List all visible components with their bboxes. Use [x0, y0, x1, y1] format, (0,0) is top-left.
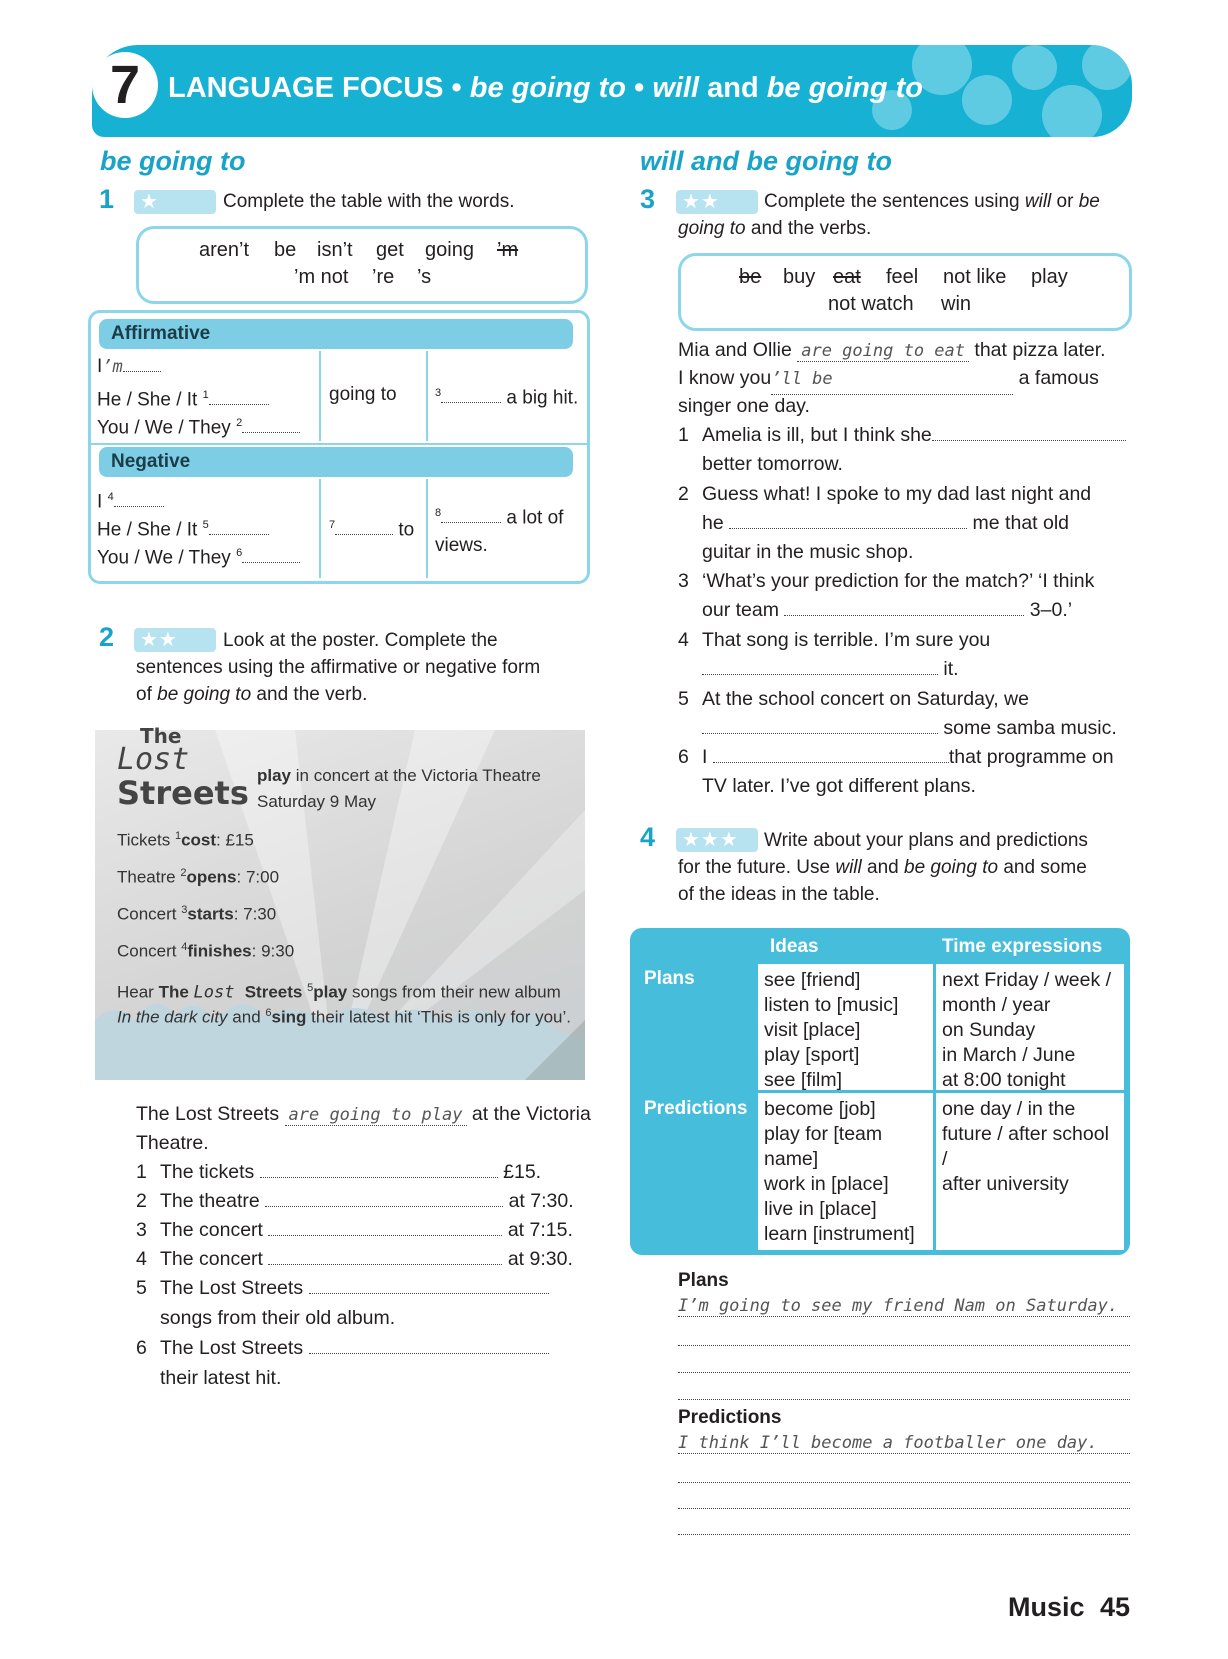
pl-post: : £15 [216, 830, 254, 850]
i3-going-to: going to [678, 218, 746, 239]
ex2-item-5 [136, 1274, 549, 1303]
poster-band-streets: Streets [117, 774, 249, 812]
l1: Guess what! I spoke to my dad last night and [702, 483, 1092, 505]
title-separator: • [626, 72, 653, 104]
neg-row-3 [97, 539, 300, 572]
col-header-time: Time expressions [942, 936, 1103, 957]
item-number: 2 [136, 1190, 147, 1212]
title-prefix: LANGUAGE FOCUS • [168, 72, 470, 104]
row-header-plans: Plans [644, 968, 695, 989]
title-topic-3: be going to [766, 72, 923, 104]
answer-gap-7[interactable] [335, 516, 393, 535]
word-not-like: not like [943, 266, 1007, 288]
ex2-item-6-line-2: their latest hit. [160, 1367, 282, 1389]
table-divider [426, 479, 428, 578]
rst-a: will [640, 146, 684, 176]
pl-sing-rest: their latest hit ‘This is only for you’. [306, 1007, 571, 1027]
item-number: 6 [678, 746, 689, 768]
idea: learn [instrument] [764, 1223, 915, 1245]
pl-post: : 7:30 [233, 904, 277, 924]
idea: listen to [music] [764, 994, 899, 1016]
affirmative-header: Affirmative [99, 319, 573, 349]
ex2-item-1 [136, 1158, 541, 1187]
i3-rest: and the verbs. [745, 218, 872, 239]
time-expr: one day / in the [942, 1098, 1076, 1120]
gap-number-2: 2 [236, 417, 243, 429]
word-be-crossed: be [739, 266, 762, 288]
pl-sing: sing [271, 1007, 307, 1027]
difficulty-stars-2: ★★ [134, 628, 216, 652]
exercise-3-word-box [678, 253, 1132, 331]
ex3-example-answer-a: are going to eat [797, 341, 969, 362]
answer-gap-2[interactable] [242, 414, 300, 433]
ex3-item-3 [678, 567, 1094, 596]
item-number: 5 [678, 688, 689, 710]
pl-verb: cost [181, 830, 217, 850]
i4-and: and [861, 857, 905, 878]
aff-right-text: a big hit. [506, 387, 579, 409]
exercise-2-instruction-line-1: Look at the poster. Complete the [223, 630, 498, 651]
ex3-item-4-line-2 [702, 655, 959, 684]
pl-pre: Concert [117, 941, 182, 961]
gap-number-3: 3 [435, 387, 442, 399]
plans-example-answer: I’m going to see my friend Nam on Saturday. [678, 1296, 1130, 1317]
ex2-item-5-line-2: songs from their old album. [160, 1307, 396, 1329]
poster-band-the: The [140, 724, 182, 748]
answer-gap-3[interactable] [441, 384, 501, 403]
exercise-3-instruction [764, 191, 1100, 213]
plans-write-line[interactable] [678, 1372, 1130, 1373]
table-divider [91, 443, 587, 445]
pl-pre: Concert [117, 904, 182, 924]
gap-number-7: 7 [329, 519, 336, 531]
l1: Amelia is ill, but I think she [702, 424, 932, 446]
concert-poster [95, 724, 585, 1080]
predictions-write-line[interactable] [678, 1534, 1130, 1535]
word-eat-crossed: eat [833, 266, 861, 288]
answer-gap[interactable] [309, 1275, 549, 1294]
col-header-ideas: Ideas [770, 936, 819, 957]
item-number: 2 [678, 483, 689, 505]
idea: become [job] [764, 1098, 876, 1120]
plans-write-line[interactable] [678, 1399, 1130, 1400]
time-expr: month / year [942, 994, 1051, 1016]
footer-unit-name: Music [1008, 1592, 1085, 1622]
aff-subject-3: You / We / They [97, 417, 231, 439]
exercise-3-instruction-line-2 [678, 218, 871, 240]
item-end: at 7:15. [507, 1219, 573, 1241]
row-header-predictions: Predictions [644, 1098, 748, 1119]
rst-c: be going to [746, 146, 892, 176]
instr-part-italic: be going to [157, 684, 252, 705]
poster-date: Saturday 9 May [257, 792, 377, 811]
i3-or: or [1051, 191, 1079, 212]
ex3-item-1 [678, 421, 1126, 450]
pl-and: and [227, 1007, 266, 1027]
exercise-1-instruction: Complete the table with the words. [223, 191, 515, 212]
ex2-item-4 [136, 1245, 573, 1274]
time-expr: in March / June [942, 1044, 1076, 1066]
pl-post: : 7:00 [236, 867, 280, 887]
negative-header: Negative [99, 447, 573, 477]
l2b: some samba music. [943, 717, 1117, 739]
idea: live in [place] [764, 1198, 877, 1220]
neg-subject-1: I [97, 491, 103, 513]
plans-write-line[interactable] [678, 1345, 1130, 1346]
word-play: play [1031, 266, 1068, 288]
exercise-3-number: 3 [640, 184, 656, 214]
page-number: 45 [1100, 1592, 1131, 1622]
ex3-item-3-line-2 [702, 596, 1072, 625]
aff-subject-2: He / She / It [97, 389, 198, 411]
idea: see [film] [764, 1069, 843, 1091]
title-and: and [699, 72, 767, 104]
pre: I know you [678, 367, 772, 389]
plans-time-cell [936, 964, 1124, 1090]
i3-be: be [1078, 191, 1100, 212]
item-start: The concert [160, 1248, 263, 1270]
l2b: it. [943, 658, 959, 680]
answer-gap-5[interactable] [209, 516, 269, 535]
pl-n: 3 [181, 904, 188, 916]
item-start: The Lost Streets [160, 1337, 304, 1359]
answer-gap[interactable] [702, 656, 938, 675]
answer-gap-4[interactable] [114, 488, 164, 507]
predictions-ideas-cell [758, 1093, 933, 1250]
ex3-item-1-line-2: better tomorrow. [702, 453, 843, 475]
word-2: be [274, 239, 297, 261]
item-start: The Lost Streets [160, 1277, 304, 1299]
pl-play: play [313, 982, 348, 1002]
word-8: ’re [372, 266, 395, 288]
plans-ideas-cell [758, 964, 933, 1090]
table-divider [319, 479, 321, 578]
item-start: The tickets [160, 1161, 255, 1183]
pl-n: 1 [174, 830, 182, 842]
grammar-table [88, 310, 590, 584]
ex2-example-line-2: Theatre. [136, 1132, 209, 1154]
word-buy: buy [783, 266, 816, 288]
ex3-item-5-line-2 [702, 714, 1117, 743]
l1: ‘What’s your prediction for the match?’ ‘I think [702, 570, 1095, 592]
aff-middle: going to [329, 384, 397, 405]
l1: At the school concert on Saturday, we [702, 688, 1029, 710]
ex3-item-2-line-3: guitar in the music shop. [702, 541, 914, 563]
item-end: £15. [503, 1161, 542, 1183]
answer-gap[interactable] [784, 597, 1024, 616]
answer-gap[interactable] [702, 715, 938, 734]
neg-subject-3: You / We / They [97, 547, 231, 569]
answer-gap-8[interactable] [441, 504, 501, 523]
ex2-item-6 [136, 1334, 549, 1363]
word-7: ’m not [294, 266, 349, 288]
pl-pre: Theatre [117, 867, 181, 887]
predictions-write-line[interactable] [678, 1508, 1130, 1509]
word-3: isn’t [317, 239, 353, 261]
item-number: 3 [136, 1219, 147, 1241]
idea: name] [764, 1148, 819, 1170]
aff-right [435, 379, 578, 412]
word-feel: feel [886, 266, 919, 288]
answer-gap-1[interactable] [209, 386, 269, 405]
i4-bgt: be going to [904, 857, 999, 878]
exercise-4-number: 4 [640, 822, 656, 852]
poster-album-line [117, 1007, 571, 1028]
word-9: ’s [417, 266, 432, 288]
item-number: 5 [136, 1277, 147, 1299]
ex2-example-pre: The Lost Streets [136, 1103, 280, 1125]
left-section-title: be going to [100, 146, 246, 176]
ex2-example-post: at the Victoria [471, 1103, 591, 1125]
pl-verb: opens [186, 867, 237, 887]
poster-play-rest: in concert at the Victoria Theatre [291, 766, 541, 785]
item-number: 4 [678, 629, 689, 651]
pl-post: : 9:30 [251, 941, 295, 961]
time-expr: at 8:00 tonight [942, 1069, 1066, 1091]
poster-line-3 [117, 904, 276, 925]
idea: visit [place] [764, 1019, 861, 1041]
pl-verb: starts [187, 904, 234, 924]
i3: Complete the sentences using [764, 191, 1025, 212]
item-number: 1 [678, 424, 689, 446]
pre: Mia and Ollie [678, 339, 792, 361]
item-number: 4 [136, 1248, 147, 1270]
ex3-item-6 [678, 743, 1114, 772]
i3-will: will [1024, 191, 1052, 212]
l2a: he [702, 512, 724, 534]
instr-part: of [136, 684, 158, 705]
answer-gap[interactable] [713, 744, 949, 763]
i4: for the future. Use [678, 857, 836, 878]
time-expr: after university [942, 1173, 1069, 1195]
neg-subject-2: He / She / It [97, 519, 198, 541]
plans-label: Plans [678, 1270, 729, 1291]
answer-gap[interactable] [729, 510, 967, 529]
pl-n: 2 [180, 867, 187, 879]
answer-gap[interactable] [932, 422, 1126, 441]
ex3-item-2-line-2 [702, 509, 1069, 538]
right-section-title [640, 146, 892, 177]
exercise-1-word-box [136, 226, 588, 304]
item-number: 3 [678, 570, 689, 592]
poster-play-line [257, 766, 541, 786]
item-start: The theatre [160, 1190, 260, 1212]
l2a: our team [702, 599, 779, 621]
l1b: that programme on [948, 746, 1114, 768]
neg-right-text: a lot of views. [435, 507, 564, 557]
l1: That song is terrible. I’m sure you [702, 629, 991, 651]
l2b: 3–0.’ [1029, 599, 1073, 621]
answer-gap-6[interactable] [242, 544, 300, 563]
predictions-write-line[interactable] [678, 1482, 1130, 1483]
pl-n: 4 [181, 941, 188, 953]
post: that pizza later. [974, 339, 1106, 361]
idea: play [sport] [764, 1044, 860, 1066]
predictions-time-cell [936, 1093, 1124, 1250]
unit-number-badge [92, 52, 158, 118]
poster-band-lost: Lost [117, 742, 190, 777]
ex3-example-b [678, 364, 1099, 395]
item-end: at 7:30. [508, 1190, 574, 1212]
title-topic-2: will [652, 72, 700, 104]
poster-hear-line [117, 982, 561, 1003]
exercise-2-number: 2 [99, 622, 115, 652]
predictions-label: Predictions [678, 1407, 782, 1428]
word-win: win [941, 293, 972, 315]
poster-play-word: play [257, 766, 292, 785]
pl-hear: Hear [117, 982, 159, 1002]
page-title [168, 72, 923, 105]
item-start: The concert [160, 1219, 263, 1241]
pl-streets: Streets [244, 982, 308, 1002]
ex2-item-3 [136, 1216, 573, 1245]
pl-verb: finishes [187, 941, 252, 961]
difficulty-stars-1: ★ [134, 190, 216, 214]
time-expr: on Sunday [942, 1019, 1036, 1041]
answer-gap[interactable] [268, 1217, 502, 1236]
answer-gap[interactable] [260, 1159, 498, 1178]
pl-album: In the dark city [117, 1007, 228, 1027]
exercise-2-instruction-line-3 [136, 684, 367, 706]
word-4: get [376, 239, 404, 261]
exercise-1-number: 1 [99, 184, 115, 214]
table-divider [426, 351, 428, 441]
ex3-example-b-line-2: singer one day. [678, 395, 810, 417]
predictions-example-answer: I think I’ll become a footballer one day. [678, 1433, 1130, 1454]
ex3-item-6-line-2: TV later. I’ve got different plans. [702, 775, 976, 797]
pl-the: The [158, 982, 194, 1002]
l2b: me that old [972, 512, 1070, 534]
gap-number-5: 5 [202, 519, 209, 531]
ex3-example-a [678, 336, 1106, 366]
i4-will: will [835, 857, 862, 878]
gap-number-1: 1 [202, 389, 209, 401]
poster-line-2 [117, 867, 279, 888]
exercise-4-instruction-line-2 [678, 857, 1087, 879]
word-not-watch: not watch [828, 293, 914, 315]
aff-example-answer: ’m [102, 357, 123, 377]
time-expr: future / after school / [942, 1123, 1109, 1170]
ex3-item-2 [678, 480, 1091, 509]
difficulty-stars-4: ★★★ [676, 828, 758, 852]
word-6-crossed: ’m [497, 239, 519, 261]
ex2-example-answer: are going to play [285, 1105, 467, 1126]
gap-number-6: 6 [236, 547, 243, 559]
ex3-example-answer-b: ’ll be [771, 365, 1013, 395]
answer-gap[interactable] [265, 1188, 503, 1207]
i4-rest: and some [998, 857, 1087, 878]
ex3-item-5 [678, 685, 1029, 714]
post: a famous [1018, 367, 1099, 389]
pl-rest: songs from their new album [347, 982, 561, 1002]
item-end: at 9:30. [507, 1248, 573, 1270]
pl-lost: Lost [193, 982, 245, 1003]
exercise-4-instruction-line-3: of the ideas in the table. [678, 884, 880, 905]
exercise-4-instruction-line-1: Write about your plans and predictions [764, 830, 1088, 851]
ex2-example [136, 1100, 591, 1130]
answer-gap[interactable] [123, 353, 161, 372]
difficulty-stars-3: ★★ [676, 190, 758, 214]
aff-row-3 [97, 409, 300, 442]
answer-gap[interactable] [309, 1335, 549, 1354]
answer-gap[interactable] [268, 1246, 502, 1265]
title-topic-1: be going to [469, 72, 627, 104]
poster-line-1 [117, 830, 254, 851]
time-expr: next Friday / week / [942, 969, 1112, 991]
word-5: going [425, 239, 474, 261]
gap-number-8: 8 [435, 507, 442, 519]
ex3-item-4 [678, 626, 990, 655]
l1: I [702, 746, 708, 768]
instr-part: and the verb. [251, 684, 368, 705]
idea: see [friend] [764, 969, 861, 991]
poster-line-4 [117, 941, 294, 962]
aff-row-1 [97, 353, 161, 381]
neg-middle-text: to [398, 519, 415, 541]
item-number: 6 [136, 1337, 147, 1359]
unit-number: 7 [109, 55, 141, 115]
idea: work in [place] [764, 1173, 889, 1195]
word-1: aren’t [199, 239, 250, 261]
rst-b: and [683, 146, 747, 176]
ex2-item-2 [136, 1187, 574, 1216]
neg-middle [329, 511, 414, 544]
ideas-table [630, 928, 1130, 1255]
table-divider [319, 351, 321, 441]
gap-number-4: 4 [107, 491, 114, 503]
aff-subject-1: I [97, 356, 103, 377]
item-number: 1 [136, 1161, 147, 1183]
neg-right [435, 499, 575, 560]
pl-pre: Tickets [117, 830, 175, 850]
idea: play for [team [764, 1123, 883, 1145]
pl-n6: 6 [265, 1007, 272, 1019]
exercise-2-instruction-line-2: sentences using the affirmative or negative form [136, 657, 541, 678]
pl-n5: 5 [307, 982, 314, 994]
